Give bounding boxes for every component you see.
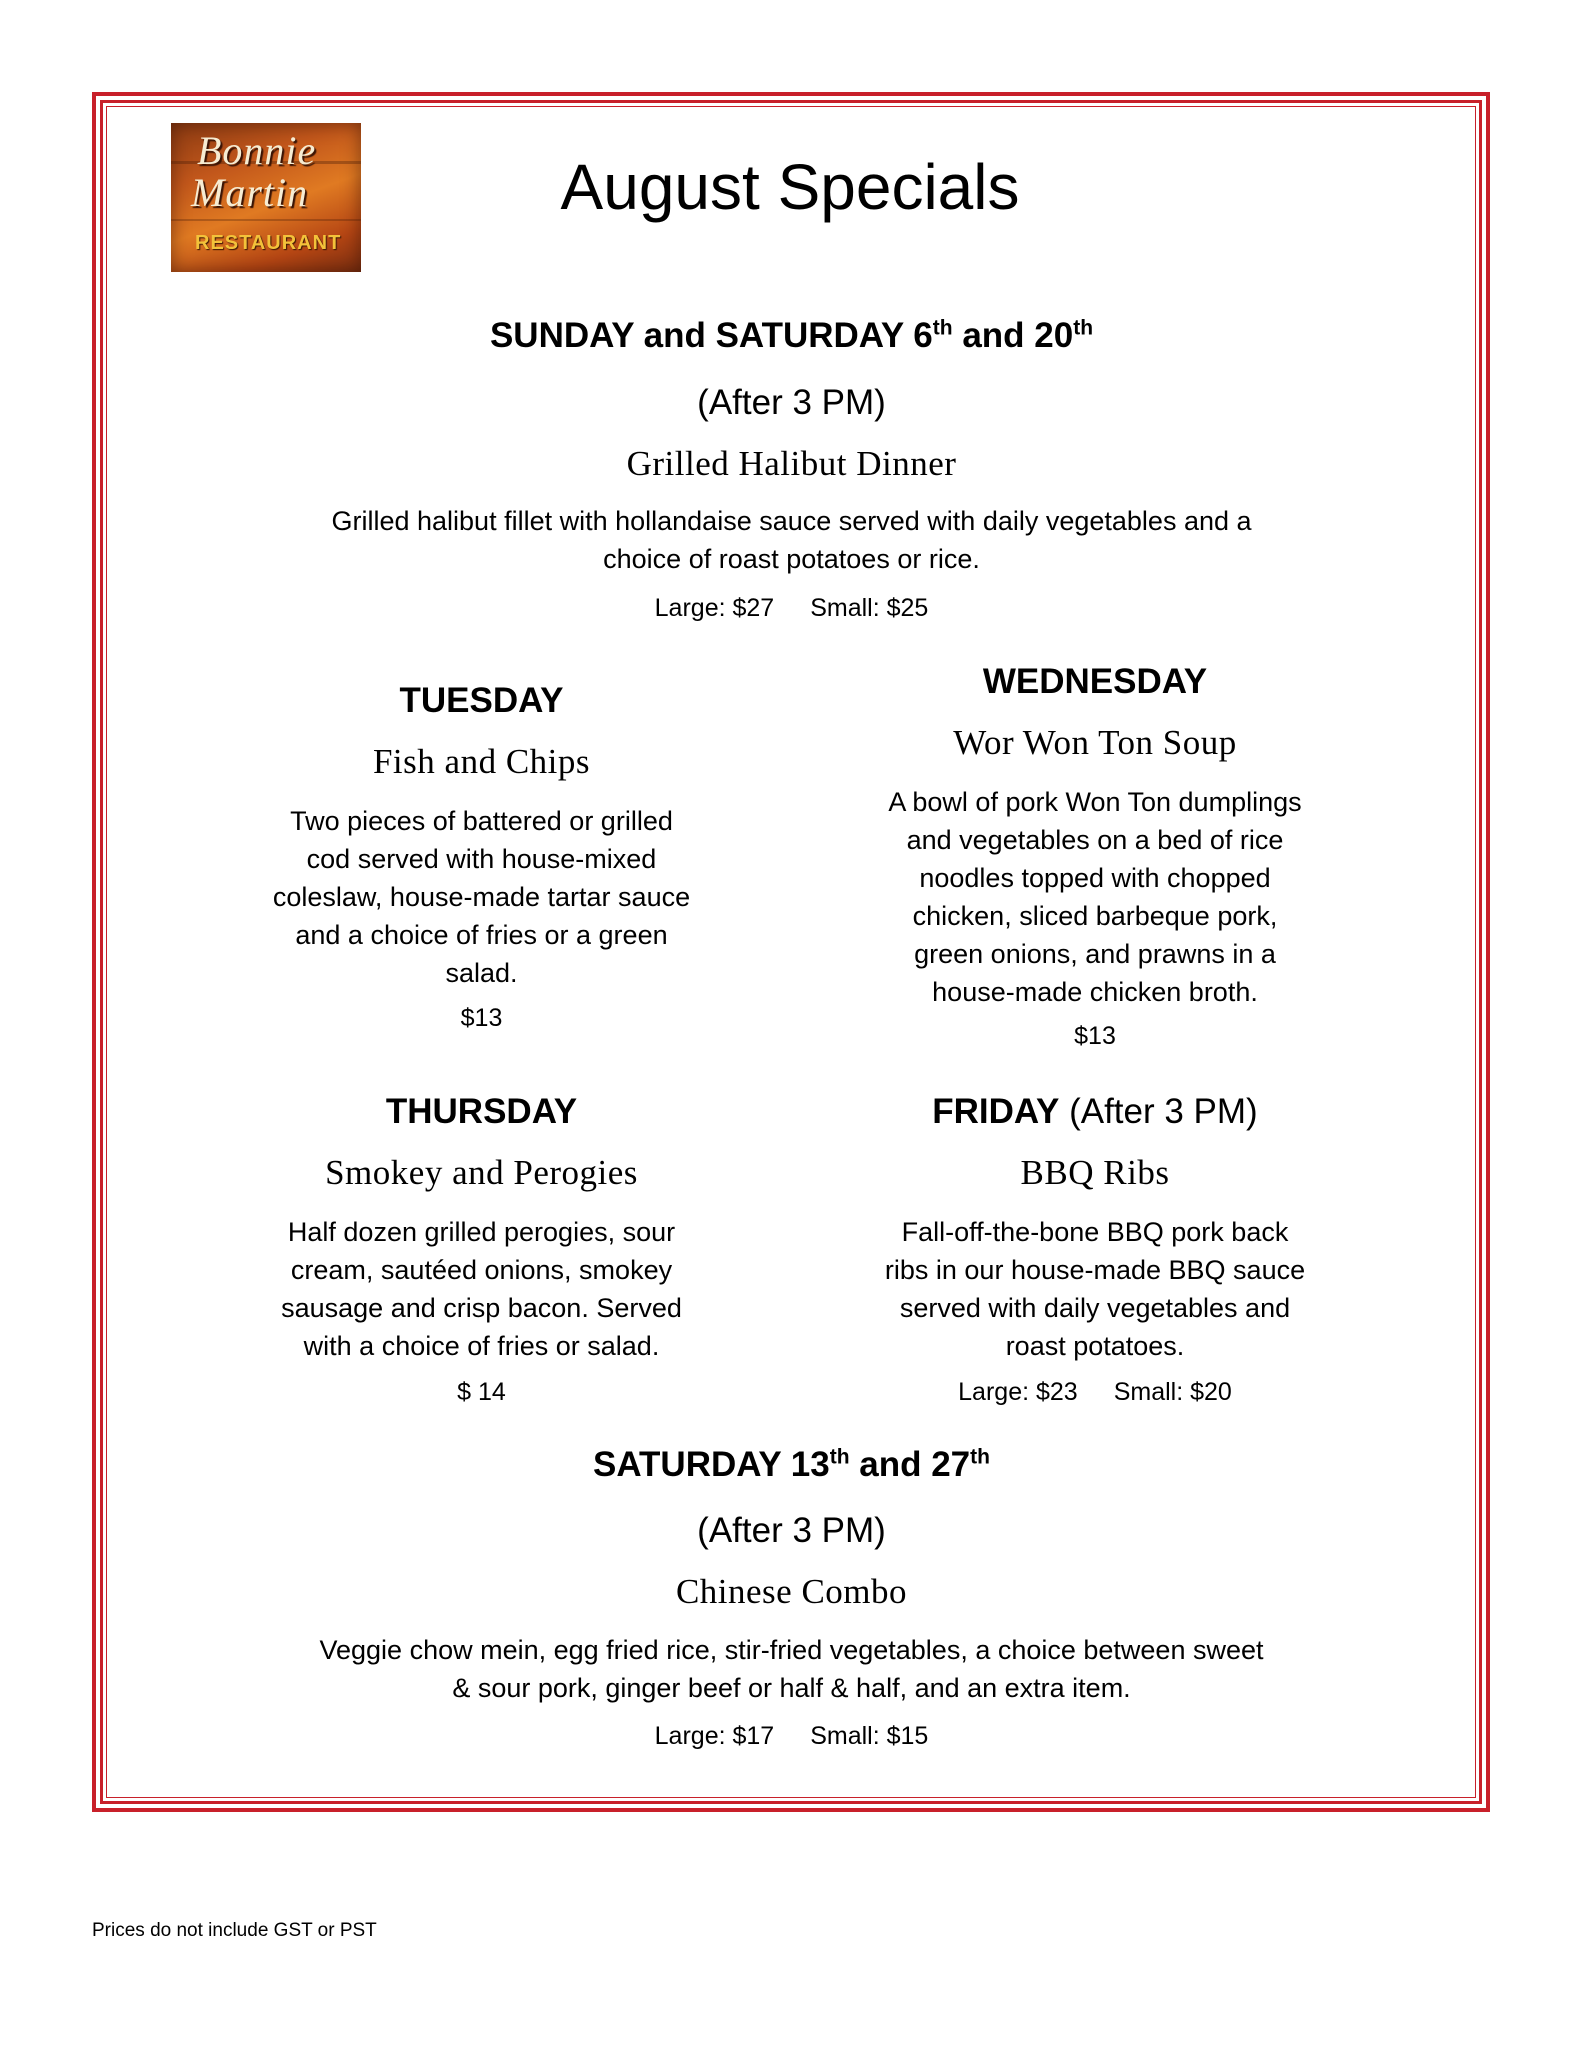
tax-footnote: Prices do not include GST or PST <box>92 1920 377 1941</box>
wednesday-price: $13 <box>1074 1022 1116 1050</box>
ordinal-suffix: th <box>932 316 953 340</box>
description-line: Fall-off-the-bone BBQ pork back <box>901 1217 1289 1247</box>
logo-text-martin: Martin <box>191 170 309 215</box>
weekend-day-text-2: and 20 <box>952 316 1074 355</box>
price-large: Large: $17 <box>654 1722 775 1750</box>
description-line: & sour pork, ginger beef or half & half, and an extra item. <box>452 1673 1131 1703</box>
logo-text-restaurant: RESTAURANT <box>195 232 342 254</box>
saturday-description <box>200 1631 1383 1707</box>
description-line: noodles topped with chopped <box>919 863 1271 893</box>
description-line: ribs in our house-made BBQ sauce <box>884 1255 1306 1285</box>
restaurant-logo <box>171 123 361 272</box>
saturday-time-note: (After 3 PM) <box>697 1511 886 1550</box>
wednesday-heading: WEDNESDAY <box>982 662 1208 701</box>
description-line: cod served with house-mixed <box>306 844 657 874</box>
friday-time-note: (After 3 PM) <box>1059 1092 1258 1131</box>
description-line: and vegetables on a bed of rice <box>906 825 1284 855</box>
wednesday-description <box>840 783 1350 1011</box>
tuesday-dish-name: Fish and Chips <box>372 742 591 781</box>
price-small: Small: $20 <box>1113 1378 1232 1406</box>
page-title: August Specials <box>560 151 1020 223</box>
saturday-day-text: SATURDAY 13 <box>593 1445 830 1484</box>
description-line: salad. <box>445 958 518 988</box>
ordinal-suffix: th <box>1073 316 1094 340</box>
weekend-time-note: (After 3 PM) <box>697 383 886 422</box>
description-line: house-made chicken broth. <box>932 977 1258 1007</box>
tuesday-heading: TUESDAY <box>399 681 564 720</box>
description-line: Two pieces of battered or grilled <box>290 806 673 836</box>
ordinal-suffix: th <box>970 1445 990 1469</box>
description-line: green onions, and prawns in a <box>914 939 1276 969</box>
description-line: with a choice of fries or salad. <box>303 1331 660 1361</box>
description-line: Veggie chow mein, egg fried rice, stir-fried vegetables, a choice between sweet <box>319 1635 1264 1665</box>
friday-day: FRIDAY <box>932 1092 1060 1131</box>
description-line: Half dozen grilled perogies, sour <box>287 1217 676 1247</box>
friday-dish-name: BBQ Ribs <box>1020 1153 1170 1192</box>
description-line: roast potatoes. <box>1005 1331 1185 1361</box>
description-line: chicken, sliced barbeque pork, <box>912 901 1278 931</box>
weekend-day-text: SUNDAY and SATURDAY 6 <box>489 316 933 355</box>
thursday-dish-name: Smokey and Perogies <box>325 1153 638 1192</box>
weekend-prices <box>200 594 1383 623</box>
thursday-price: $ 14 <box>457 1378 506 1406</box>
saturday-dish-name: Chinese Combo <box>675 1572 908 1611</box>
description-line: A bowl of pork Won Ton dumplings <box>888 787 1302 817</box>
price-small: Small: $15 <box>810 1722 929 1750</box>
saturday-day-heading <box>200 1445 1383 1485</box>
friday-description <box>840 1213 1350 1365</box>
friday-prices <box>840 1378 1350 1407</box>
thursday-description <box>240 1213 723 1365</box>
description-line: served with daily vegetables and <box>899 1293 1291 1323</box>
logo-text-bonnie: Bonnie <box>197 128 317 173</box>
thursday-heading: THURSDAY <box>385 1092 578 1131</box>
description-line: coleslaw, house-made tartar sauce <box>272 882 691 912</box>
description-line: choice of roast potatoes or rice. <box>603 544 980 574</box>
description-line: Grilled halibut fillet with hollandaise sauce served with daily vegetables and a <box>331 506 1252 536</box>
ordinal-suffix: th <box>829 1445 850 1469</box>
description-line: cream, sautéed onions, smokey <box>290 1255 673 1285</box>
tuesday-description <box>240 802 723 992</box>
price-small: Small: $25 <box>810 594 929 622</box>
description-line: sausage and crisp bacon. Served <box>281 1293 682 1323</box>
weekend-day-heading <box>200 316 1383 356</box>
friday-heading <box>840 1092 1350 1132</box>
wednesday-dish-name: Wor Won Ton Soup <box>953 723 1237 762</box>
tuesday-price: $13 <box>460 1004 503 1032</box>
price-large: Large: $23 <box>958 1378 1078 1406</box>
price-large: Large: $27 <box>654 594 775 622</box>
saturday-day-text-2: and 27 <box>849 1445 971 1484</box>
logo-wood-grain <box>171 219 361 221</box>
weekend-description <box>200 502 1383 578</box>
saturday-prices <box>200 1722 1383 1751</box>
weekend-dish-name: Grilled Halibut Dinner <box>626 444 957 483</box>
description-line: and a choice of fries or a green <box>295 920 668 950</box>
